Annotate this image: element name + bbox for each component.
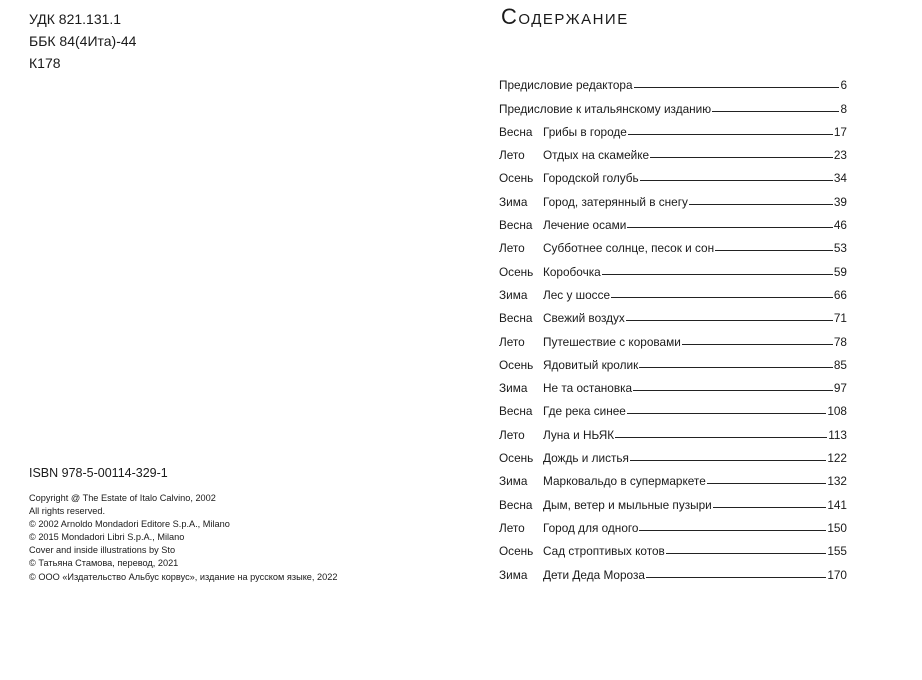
toc-season: Лето (499, 520, 525, 535)
toc-chapter-title: Предисловие к итальянскому изданию (499, 101, 712, 116)
toc-entry[interactable] (499, 512, 847, 535)
toc-chapter-title: Город, затерянный в снегу (543, 194, 688, 209)
toc-season: Осень (499, 264, 534, 279)
copyright-line: © Татьяна Стамова, перевод, 2021 (29, 558, 179, 569)
toc-leader-line (707, 483, 827, 484)
toc-leader-line (627, 413, 826, 414)
toc-chapter-title: Дождь и листья (543, 451, 629, 466)
toc-entry[interactable] (499, 279, 847, 302)
isbn: ISBN 978-5-00114-329-1 (29, 466, 168, 480)
toc-chapter-title: Дети Деда Мороза (543, 567, 645, 582)
toc-season: Весна (499, 124, 533, 139)
toc-entry[interactable] (499, 116, 847, 139)
toc-leader-line (633, 390, 833, 391)
toc-chapter-title: Отдых на скамейке (543, 148, 650, 163)
toc-entry[interactable] (499, 325, 847, 348)
toc-leader-line (602, 274, 833, 275)
toc-page-number: 122 (827, 451, 847, 466)
toc-season: Зима (499, 287, 528, 302)
toc-leader-line (666, 553, 827, 554)
copyright-line: © ООО «Издательство Альбус корвус», издание на русском языке, 2022 (29, 571, 338, 582)
toc-leader-line (611, 297, 833, 298)
toc-chapter-title: Коробочка (543, 264, 601, 279)
toc-entry[interactable] (499, 302, 847, 325)
toc-chapter-title: Предисловие редактора (499, 78, 633, 93)
toc-leader-line (640, 180, 833, 181)
toc-season: Зима (499, 194, 528, 209)
toc-entry[interactable] (499, 232, 847, 255)
toc-season: Лето (499, 241, 525, 256)
toc-entry[interactable] (499, 209, 847, 232)
toc-entry[interactable] (499, 395, 847, 418)
toc-season: Зима (499, 474, 528, 489)
toc-page-number: 6 (840, 78, 847, 93)
toc-season: Осень (499, 171, 534, 186)
toc-leader-line (650, 157, 833, 158)
toc-entry[interactable] (499, 372, 847, 395)
toc-entry[interactable] (499, 255, 847, 278)
toc-page-number: 8 (840, 101, 847, 116)
toc-leader-line (626, 320, 833, 321)
toc-page-number: 97 (833, 381, 847, 396)
toc-leader-line (628, 134, 833, 135)
toc-season: Лето (499, 427, 525, 442)
classification-codes (29, 8, 136, 74)
toc-leader-line (627, 227, 833, 228)
toc-chapter-title: Не та остановка (543, 381, 633, 396)
author-mark: К178 (29, 55, 61, 71)
toc-chapter-title: Городской голубь (543, 171, 639, 186)
toc-title: Содержание (501, 4, 629, 29)
copyright-block (29, 492, 337, 584)
toc-leader-line (646, 577, 826, 578)
toc-chapter-title: Луна и НЬЯК (543, 427, 615, 442)
toc-leader-line (713, 507, 827, 508)
toc-entry[interactable] (499, 535, 847, 558)
table-of-contents (499, 69, 847, 582)
toc-chapter-title: Лечение осами (543, 218, 627, 233)
toc-leader-line (630, 460, 826, 461)
toc-season: Зима (499, 381, 528, 396)
toc-chapter-title: Где река синее (543, 404, 626, 419)
toc-leader-line (682, 344, 833, 345)
toc-entry[interactable] (499, 558, 847, 581)
copyright-line: Cover and inside illustrations by Sto (29, 545, 176, 556)
toc-page-number: 85 (833, 357, 847, 372)
toc-entry[interactable] (499, 488, 847, 511)
toc-page-number: 46 (833, 218, 847, 233)
toc-entry[interactable] (499, 349, 847, 372)
toc-chapter-title: Субботнее солнце, песок и сон (543, 241, 715, 256)
toc-leader-line (615, 437, 827, 438)
toc-chapter-title: Ядовитый кролик (543, 357, 639, 372)
bbk-code: ББК 84(4Ита)-44 (29, 33, 137, 49)
toc-page-number: 141 (827, 497, 847, 512)
toc-page-number: 23 (833, 148, 847, 163)
toc-leader-line (634, 87, 840, 88)
toc-chapter-title: Марковальдо в супермаркете (543, 474, 706, 489)
toc-leader-line (639, 367, 833, 368)
toc-entry[interactable] (499, 139, 847, 162)
toc-page-number: 66 (833, 287, 847, 302)
toc-page-number: 150 (827, 520, 847, 535)
toc-season: Осень (499, 451, 534, 466)
toc-chapter-title: Путешествие с коровами (543, 334, 681, 349)
toc-page-number: 113 (828, 427, 847, 442)
udk-code: УДК 821.131.1 (29, 11, 122, 27)
toc-season: Лето (499, 148, 525, 163)
toc-page-number: 170 (827, 567, 847, 582)
left-page (29, 0, 449, 680)
right-page (499, 0, 859, 680)
toc-chapter-title: Свежий воздух (543, 311, 625, 326)
toc-page-number: 59 (833, 264, 847, 279)
toc-chapter-title: Грибы в городе (543, 124, 627, 139)
toc-page-number: 53 (833, 241, 847, 256)
toc-season: Осень (499, 544, 534, 559)
toc-season: Зима (499, 567, 528, 582)
toc-season: Осень (499, 357, 534, 372)
toc-leader-line (712, 111, 839, 112)
toc-chapter-title: Лес у шоссе (543, 287, 611, 302)
toc-leader-line (715, 250, 833, 251)
toc-page-number: 39 (833, 194, 847, 209)
toc-page-number: 34 (833, 171, 847, 186)
toc-page-number: 108 (827, 404, 847, 419)
copyright-line: © 2015 Mondadori Libri S.p.A., Milano (29, 532, 185, 543)
toc-leader-line (689, 204, 833, 205)
toc-chapter-title: Дым, ветер и мыльные пузыри (543, 497, 712, 512)
copyright-line: © 2002 Arnoldo Mondadori Editore S.p.A., Milano (29, 519, 230, 530)
toc-season: Весна (499, 311, 533, 326)
toc-entry[interactable] (499, 442, 847, 465)
toc-page-number: 132 (827, 474, 847, 489)
toc-leader-line (639, 530, 826, 531)
toc-page-number: 155 (827, 544, 847, 559)
toc-page-number: 71 (833, 311, 847, 326)
copyright-line: Copyright @ The Estate of Italo Calvino, 2002 (29, 493, 216, 503)
toc-season: Весна (499, 218, 533, 233)
toc-entry[interactable] (499, 185, 847, 208)
toc-entry[interactable] (499, 418, 847, 441)
toc-season: Весна (499, 404, 533, 419)
toc-front-entry[interactable] (499, 92, 847, 115)
toc-front-entry[interactable] (499, 69, 847, 92)
toc-chapter-title: Город для одного (543, 520, 639, 535)
toc-season: Весна (499, 497, 533, 512)
toc-entry[interactable] (499, 465, 847, 488)
toc-page-number: 17 (833, 124, 847, 139)
copyright-line: All rights reserved. (29, 506, 106, 517)
toc-season: Лето (499, 334, 525, 349)
toc-chapter-title: Сад строптивых котов (543, 544, 665, 559)
toc-page-number: 78 (833, 334, 847, 349)
toc-entry[interactable] (499, 162, 847, 185)
